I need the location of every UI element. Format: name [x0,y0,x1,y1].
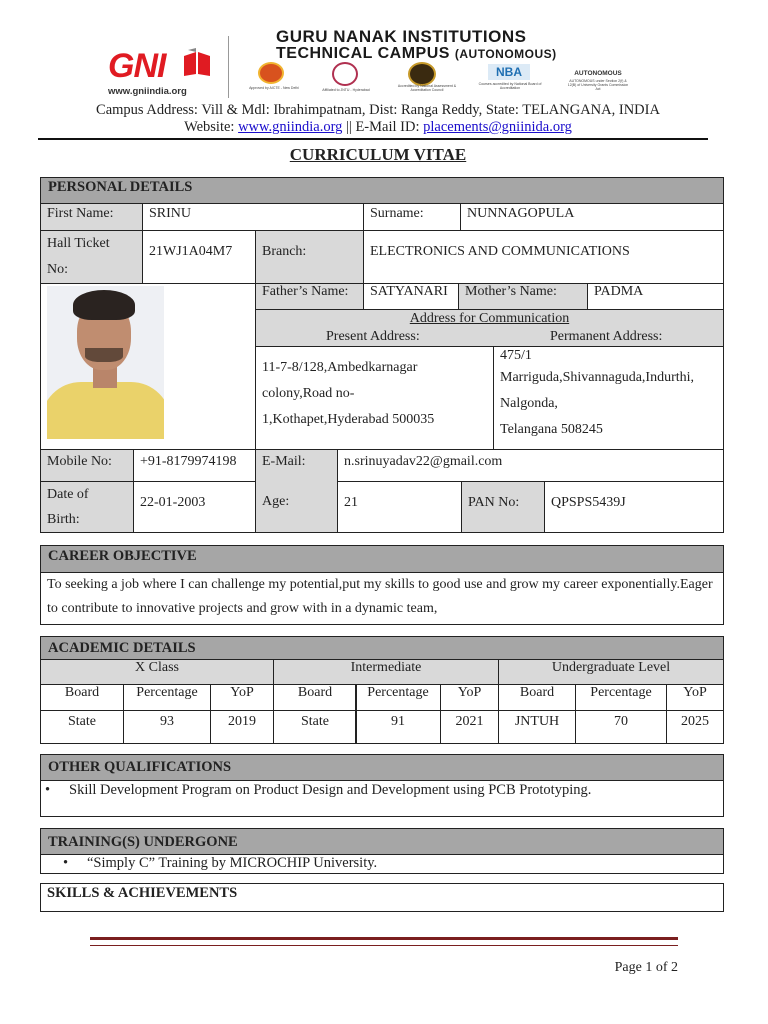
academic-subheader: Board [273,684,357,711]
father-name-value: SATYANARI [363,283,459,310]
campus-address: Campus Address: Vill & Mdl: Ibrahimpatnam, Dist: Ranga Reddy, State: TELANGANA, INDIA [96,102,660,118]
present-address-line: 11-7-8/128,Ambedkarnagar [262,360,418,375]
academic-subheader: Percentage [123,684,211,711]
pan-value: QPSPS5439J [544,481,724,533]
institution-line2: TECHNICAL CAMPUS [276,45,450,62]
institution-name [276,28,676,63]
dob-label-2: Birth: [47,512,80,527]
age-label: Age: [262,494,290,509]
surname-label: Surname: [363,203,461,231]
website-link[interactable]: www.gniindia.org [238,119,343,135]
book-icon [182,48,212,78]
jntu-label: Affiliated to JNTU - Hyderabad [322,88,370,92]
academic-group-xclass: X Class [40,659,274,685]
other-qualifications-list [40,780,724,817]
email-label: E-Mail: [255,449,338,533]
present-address-label: Present Address: [326,329,420,344]
hall-ticket-value: 21WJ1A04M7 [142,230,256,284]
permanent-address [493,346,724,450]
placement-email-link[interactable]: placements@gniinida.org [423,119,572,135]
age-value: 21 [337,481,462,533]
personal-details-heading: PERSONAL DETAILS [40,177,724,204]
bullet-icon: • [63,855,69,871]
permanent-address-label: Permanent Address: [550,329,663,344]
permanent-address-line: 475/1 [500,348,532,363]
permanent-address-line: Telangana 508245 [500,422,603,437]
surname-value: NUNNAGOPULA [460,203,724,231]
contact-line [0,119,756,136]
skills-heading: SKILLS & ACHIEVEMENTS [47,885,238,901]
first-name-label: First Name: [40,203,143,231]
naac-label: Accredited by National Assessment & Accreditation Council [397,84,457,92]
aicte-label: Approved by AICTE - New Delhi [249,86,299,90]
academic-subheader: Percentage [575,684,667,711]
address-section [255,309,724,347]
email-separator: || E-Mail ID: [346,119,420,135]
permanent-address-line: Nalgonda, [500,396,558,411]
academic-value: State [273,710,357,744]
accreditation-badges [244,62,664,98]
address-heading: Address for Communication [409,311,570,326]
naac-icon [408,62,436,86]
mother-name-label: Mother’s Name: [458,283,588,310]
mobile-label: Mobile No: [40,449,134,482]
academic-details-heading: ACADEMIC DETAILS [40,636,724,660]
dob-label-1: Date of [47,487,89,502]
academic-group-ug: Undergraduate Level [498,659,724,685]
skills-section [40,883,724,912]
nba-icon: NBA [488,64,530,80]
academic-subheader: Board [40,684,124,711]
branch-label: Branch: [255,230,364,284]
academic-value: 2025 [666,710,724,744]
academic-value: 2021 [440,710,499,744]
academic-subheader: YoP [210,684,274,711]
footer-rule [90,937,678,946]
page-number: Page 1 of 2 [614,960,678,975]
nba-label: Courses accredited by National Board of Accreditation [478,82,542,90]
career-objective-heading: CAREER OBJECTIVE [40,545,724,573]
dob-label [40,481,134,533]
academic-value: 70 [575,710,667,744]
present-address-line: 1,Kothapet,Hyderabad 500035 [262,412,435,427]
logo-text: GNI [108,47,166,85]
hall-ticket-label-2: No: [47,262,68,277]
present-address-line: colony,Road no- [262,386,355,401]
academic-subheader: Board [498,684,576,711]
website-label: Website: [184,119,235,135]
present-address [255,346,494,450]
academic-subheader: YoP [666,684,724,711]
header-rule [38,138,708,140]
academic-value: 2019 [210,710,274,744]
photo-cell [40,283,256,450]
branch-value: ELECTRONICS AND COMMUNICATIONS [363,230,724,284]
logo-site: www.gniindia.org [108,86,187,97]
aicte-icon [258,62,284,84]
email-value: n.srinuyadav22@gmail.com [337,449,724,482]
autonomous-badge: AUTONOMOUS [574,70,622,77]
profile-photo [47,286,164,439]
cv-title: CURRICULUM VITAE [289,145,467,164]
mother-name-value: PADMA [587,283,724,310]
autonomous-badge-label: AUTONOMOUS under Section 2(f) & 12(B) of University Grants Commission Act [567,79,629,91]
dob-value: 22-01-2003 [133,481,256,533]
bullet-icon: • [45,782,51,798]
autonomous-label: (AUTONOMOUS) [454,47,557,61]
father-name-label: Father’s Name: [255,283,364,310]
list-item: • “Simply C” Training by MICROCHIP University. [63,855,378,871]
career-text-line: to contribute to innovative projects and grow with in a dynamic team, [47,601,438,616]
academic-value: State [40,710,124,744]
career-text-line: To seeking a job where I can challenge my potential,put my skills to good use and grow my career exponentially.Eager [47,577,713,592]
academic-value: 91 [355,710,441,744]
training-heading: TRAINING(S) UNDERGONE [40,828,724,855]
permanent-address-line: Marriguda,Shivannaguda,Indurthi, [500,370,695,385]
career-objective-text [40,572,724,625]
academic-subheader: YoP [440,684,499,711]
academic-group-intermediate: Intermediate [273,659,499,685]
gni-logo [108,46,212,98]
mobile-value: +91-8179974198 [133,449,256,482]
list-item: • Skill Development Program on Product Design and Development using PCB Prototyping. [45,782,592,798]
hall-ticket-label [40,230,143,284]
academic-value: 93 [123,710,211,744]
header-divider [228,36,229,98]
training-list [40,854,724,874]
other-qualifications-heading: OTHER QUALIFICATIONS [40,754,724,781]
institution-line1: GURU NANAK INSTITUTIONS [276,27,527,46]
jntu-icon [332,62,358,86]
academic-value: JNTUH [498,710,576,744]
hall-ticket-label-1: Hall Ticket [47,236,110,251]
pan-label: PAN No: [461,481,545,533]
first-name-value: SRINU [142,203,364,231]
academic-subheader: Percentage [355,684,441,711]
